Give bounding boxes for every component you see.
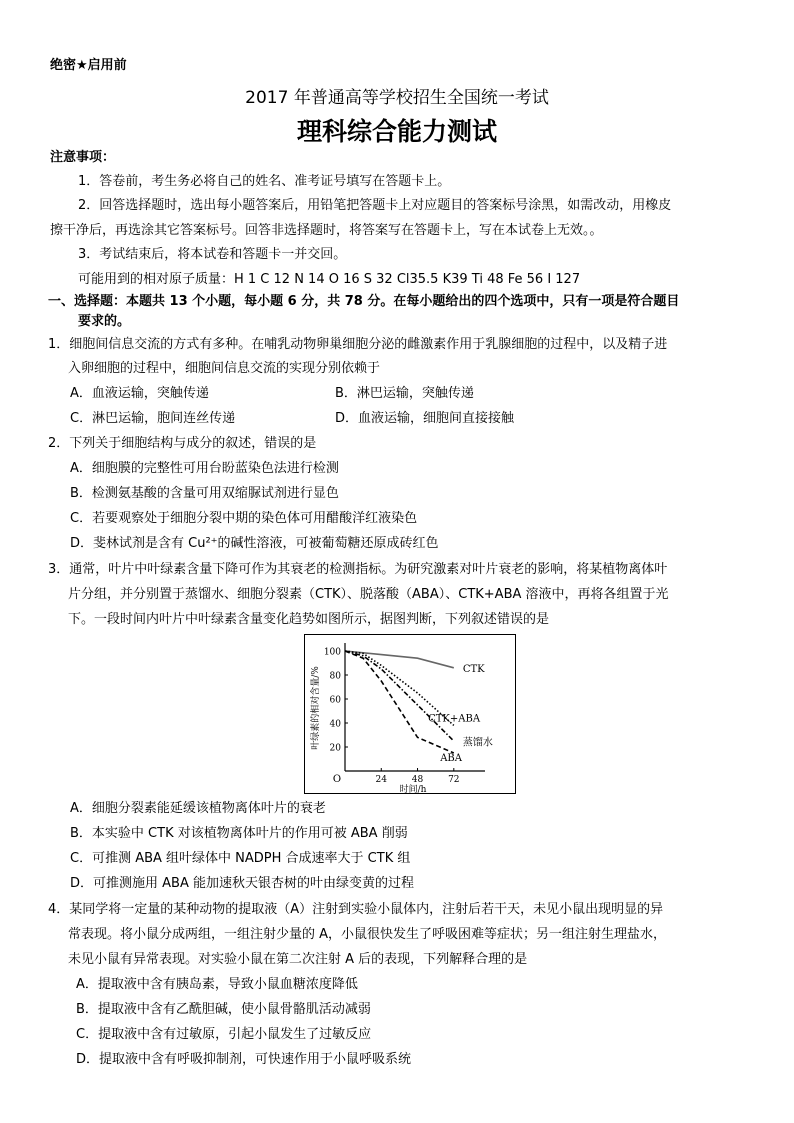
chart-svg (305, 635, 515, 793)
series-label: ABA (440, 752, 462, 764)
series-line (345, 651, 454, 668)
series-label: 蒸馏水 (462, 737, 493, 749)
q3-option-d: D．可推测施用 ABA 能加速秋天银杏树的叶由绿变黄的过程 (70, 876, 414, 891)
q2-option-a: A．细胞膜的完整性可用台盼蓝染色法进行检测 (70, 461, 339, 476)
series-line (345, 651, 454, 753)
q3-stem: 3．通常，叶片中叶绿素含量下降可作为其衰老的检测指标。为研究激素对叶片衰老的影响，将某植物离体叶 (48, 562, 668, 577)
y-tick-label: 20 (329, 743, 341, 754)
y-tick-label: 100 (323, 647, 341, 658)
section-heading: 一、选择题：本题共 13 个小题，每小题 6 分，共 78 分。在每小题给出的四个选项中，只有一项是符合题目 (48, 294, 680, 309)
q2-option-b: B．检测氨基酸的含量可用双缩脲试剂进行显色 (70, 486, 339, 501)
q1-option-c: C．淋巴运输，胞间连丝传递 (70, 411, 236, 426)
q2-stem: 2．下列关于细胞结构与成分的叙述，错误的是 (48, 436, 317, 451)
notice-item: 3．考试结束后，将本试卷和答题卡一并交回。 (78, 247, 347, 262)
atomic-mass-line: 可能用到的相对原子质量：H 1 C 12 N 14 O 16 S 32 Cl35.5 K39 Ti 48 Fe 56 I 127 (78, 272, 581, 287)
y-tick-label: 80 (329, 671, 341, 682)
y-axis-label: 叶绿素的相对含量/% (311, 666, 321, 750)
q3-option-c: C．可推测 ABA 组叶绿体中 NADPH 合成速率大于 CTK 组 (70, 851, 411, 866)
x-tick-label: 72 (448, 775, 460, 785)
y-tick-label: 60 (329, 695, 341, 706)
q4-option-a: A．提取液中含有胰岛素，导致小鼠血糖浓度降低 (76, 977, 358, 992)
q4-stem: 4．某同学将一定量的某种动物的提取液（A）注射到实验小鼠体内，注射后若干天，未见小鼠出现明显的异 (48, 902, 664, 917)
series-line (345, 651, 454, 741)
y-tick-label: 40 (329, 719, 341, 730)
notice-item: 1．答卷前，考生务必将自己的姓名、准考证号填写在答题卡上。 (78, 174, 451, 189)
q1-option-d: D．血液运输，细胞间直接接触 (335, 411, 515, 426)
section-heading-cont: 要求的。 (78, 314, 131, 329)
subject-title: 理科综合能力测试 (296, 117, 497, 146)
exam-title: 2017 年普通高等学校招生全国统一考试 (245, 88, 549, 108)
q1-option-a: A．血液运输，突触传递 (70, 386, 209, 401)
q1-option-b: B．淋巴运输，突触传递 (335, 386, 474, 401)
chlorophyll-chart (304, 634, 516, 794)
q4-stem-cont: 未见小鼠有异常表现。对实验小鼠在第二次注射 A 后的表现，下列解释合理的是 (68, 952, 528, 967)
notice-item: 擦干净后，再选涂其它答案标号。回答非选择题时，将答案写在答题卡上，写在本试卷上无效。。 (50, 223, 603, 238)
q4-stem-cont: 常表现。将小鼠分成两组，一组注射少量的 A，小鼠很快发生了呼吸困难等症状；另一组注射生理盐水， (68, 927, 667, 942)
q1-stem: 1．细胞间信息交流的方式有多种。在哺乳动物卵巢细胞分泌的雌激素作用于乳腺细胞的过程中，以及精子进 (48, 337, 668, 352)
q3-option-b: B．本实验中 CTK 对该植物离体叶片的作用可被 ABA 削弱 (70, 826, 408, 841)
secret-label: 绝密★启用前 (50, 58, 127, 73)
q2-option-d: D．斐林试剂是含有 Cu²⁺的碱性溶液，可被葡萄糖还原成砖红色 (70, 536, 439, 551)
q1-stem-cont: 入卵细胞的过程中，细胞间信息交流的实现分别依赖于 (68, 361, 381, 376)
series-label: CTK (462, 663, 485, 675)
origin-label: O (332, 774, 342, 785)
q4-option-b: B．提取液中含有乙酰胆碱，使小鼠骨骼肌活动减弱 (76, 1002, 371, 1017)
notice-item: 2．回答选择题时，选出每小题答案后，用铅笔把答题卡上对应题目的答案标号涂黑，如需改动，用橡皮 (78, 198, 672, 213)
q4-option-c: C．提取液中含有过敏原，引起小鼠发生了过敏反应 (76, 1027, 372, 1042)
notice-heading: 注意事项： (50, 150, 116, 165)
q3-stem-cont: 下。一段时间内叶片中叶绿素含量变化趋势如图所示，据图判断，下列叙述错误的是 (68, 612, 550, 627)
x-axis-label: 时间/h (399, 785, 427, 793)
q4-option-d: D．提取液中含有呼吸抑制剂，可快速作用于小鼠呼吸系统 (76, 1052, 412, 1067)
q3-option-a: A．细胞分裂素能延缓该植物离体叶片的衰老 (70, 801, 326, 816)
x-tick-label: 48 (411, 775, 424, 785)
x-tick-label: 24 (375, 775, 387, 785)
q3-stem-cont: 片分组，并分别置于蒸馏水、细胞分裂素（CTK）、脱落酸（ABA）、CTK+ABA 溶液中，再将各组置于光 (68, 587, 669, 602)
q2-option-c: C．若要观察处于细胞分裂中期的染色体可用醋酸洋红液染色 (70, 511, 418, 526)
series-label: CTK+ABA (428, 713, 481, 725)
